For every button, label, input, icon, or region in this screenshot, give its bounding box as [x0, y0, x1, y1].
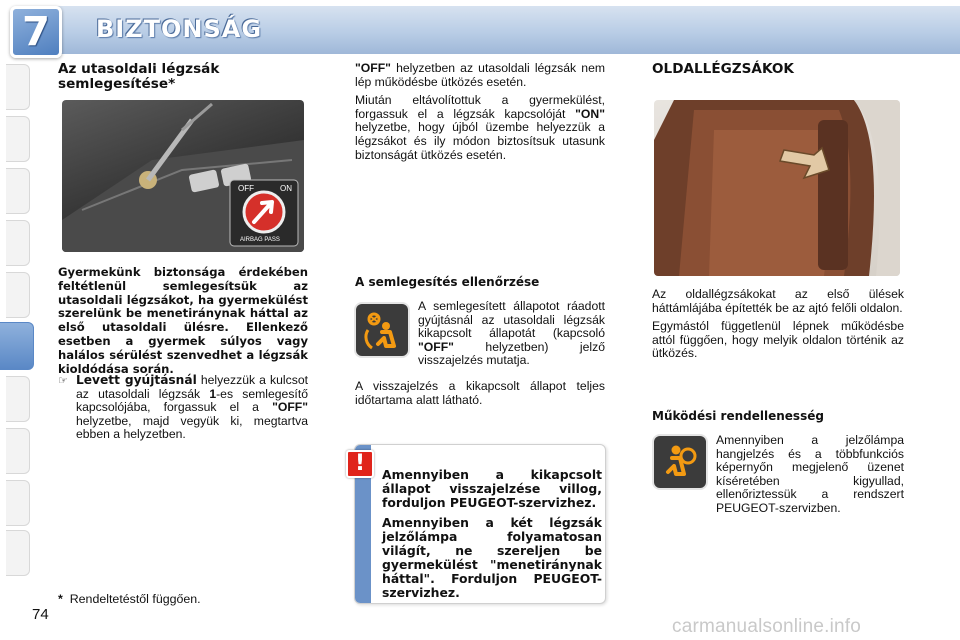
chapter-tab[interactable]: [6, 168, 30, 214]
side-airbag-paragraph: Az oldallégzsákokat az első ülések háttámlájába építették be az ajtó felőli oldalon.: [652, 287, 904, 315]
footnote: [58, 592, 201, 606]
chapter-tab[interactable]: [6, 220, 30, 266]
pointing-hand-icon: ☞: [58, 374, 68, 387]
page-number: 74: [32, 606, 49, 623]
off-label: "OFF": [355, 61, 391, 75]
chapter-tab[interactable]: [6, 64, 30, 110]
seat-photo-illustration: [654, 100, 900, 276]
side-airbag-text: [652, 288, 904, 366]
chapter-tab[interactable]: [6, 116, 30, 162]
chapter-badge: [10, 6, 62, 58]
paragraph-text: A semlegesített állapotot ráadott gyújtásnál az utasoldali légzsák kikapcsolt állapotát (kapcsoló: [418, 299, 605, 341]
switch-label-on: ON: [280, 184, 292, 193]
footnote-text: Rendeltetéstől függően.: [69, 592, 201, 606]
chapter-title: BIZTONSÁG: [96, 15, 263, 43]
on-paragraph: [355, 94, 605, 162]
warning-text: [382, 468, 602, 606]
paragraph-text: helyzetbe, hogy újból üzembe helyezzük a légzsákot és ily módon biztosítsuk utasunk biztonságát ütközés esetén.: [355, 120, 605, 162]
list-item: [58, 374, 308, 442]
section-heading-passenger-airbag: Az utasoldali légzsák semlegesítése*: [58, 61, 220, 92]
deactivation-step-text: [76, 374, 308, 442]
airbag-off-warning-icon: [356, 304, 408, 356]
child-seat-warning: Gyermekünk biztonsága érdekében feltétlenül semlegesítsük az utasoldali légzsákot, ha gyermekülést szerelünk be menetiránynak háttal az első utasoldali ülésre. Ellenkező esetben a gyermek súlyos vagy halálos sérülést szenvedhet a légzsák kioldódása során.: [58, 265, 308, 376]
paragraph-text: Miután eltávolítottuk a gyermekülést, forgassuk el a légzsák kapcsolóját: [355, 93, 605, 121]
chapter-number: 7: [22, 9, 50, 55]
switch-reference-number: 1: [209, 386, 217, 401]
watermark: carmanualsonline.info: [672, 616, 862, 637]
switch-photo: [62, 100, 304, 252]
chapter-tab[interactable]: [6, 376, 30, 422]
page-header: [0, 0, 960, 58]
side-airbag-paragraph: Egymástól függetlenül lépnek működésbe attól függően, hogy melyik oldalon történik az ütközés.: [652, 319, 904, 361]
step-lead: Levett gyújtásnál: [76, 373, 197, 387]
footnote-mark: *: [58, 592, 63, 606]
airbag-off-icon: [356, 304, 408, 356]
on-label: "ON": [575, 106, 605, 121]
paragraph-text: helyzetben az utasoldali légzsák nem lép működésbe ütközés esetén.: [355, 61, 605, 89]
chapter-tab[interactable]: [6, 272, 30, 318]
step-text-part: helyzetbe, majd vegyük ki, megtartva ebben a helyzetben.: [76, 413, 308, 442]
step-text-part: helyezzük a kulcsot az utasoldali légzsák: [76, 373, 308, 401]
chapter-tab[interactable]: [6, 428, 30, 474]
exclamation-icon: !: [346, 450, 374, 478]
switch-photo-illustration: [62, 100, 304, 252]
fault-heading: Működési rendellenesség: [652, 409, 824, 423]
section-heading-side-airbags: OLDALLÉGZSÁKOK: [652, 61, 794, 77]
fault-text: Amennyiben a jelzőlámpa hangjelzés és a többfunkciós képernyőn megjelenő üzenet kíséretében kigyullad, ellenőriztessük a rendszert PEUGEOT-szervizben.: [716, 433, 904, 515]
warning-paragraph: Amennyiben a két légzsák jelzőlámpa folyamatosan világít, ne szereljen be gyermekülést "menetiránynak háttal". Forduljon PEUGEOT-szervizhez.: [382, 515, 602, 600]
airbag-icon: [654, 436, 706, 488]
check-duration-text: A visszajelzés a kikapcsolt állapot teljes időtartama alatt látható.: [355, 379, 605, 407]
check-text: [418, 300, 605, 368]
switch-label-airbag-pass: AIRBAG PASS: [240, 237, 280, 243]
step-text-part: -es semlegesítő kapcsolójába, forgassuk el a: [76, 386, 308, 415]
middle-text: [355, 62, 605, 167]
warning-paragraph: Amennyiben a kikapcsolt állapot visszajelzése villog, forduljon PEUGEOT-szervizhez.: [382, 467, 602, 510]
switch-label-off: OFF: [238, 184, 254, 193]
airbag-fault-warning-icon: [654, 436, 706, 488]
chapter-tab[interactable]: [6, 480, 30, 526]
off-label: "OFF": [272, 400, 308, 415]
check-heading: A semlegesítés ellenőrzése: [355, 275, 540, 289]
chapter-tabs: [0, 64, 30, 574]
deactivation-steps: [58, 374, 308, 442]
paragraph-text: helyzetben) jelző visszajelzés mutatja.: [418, 339, 605, 368]
chapter-tab[interactable]: [6, 530, 30, 576]
seat-photo: [654, 100, 900, 276]
chapter-tab-active[interactable]: [0, 322, 34, 370]
off-paragraph: [355, 62, 605, 89]
off-label: "OFF": [418, 339, 454, 354]
